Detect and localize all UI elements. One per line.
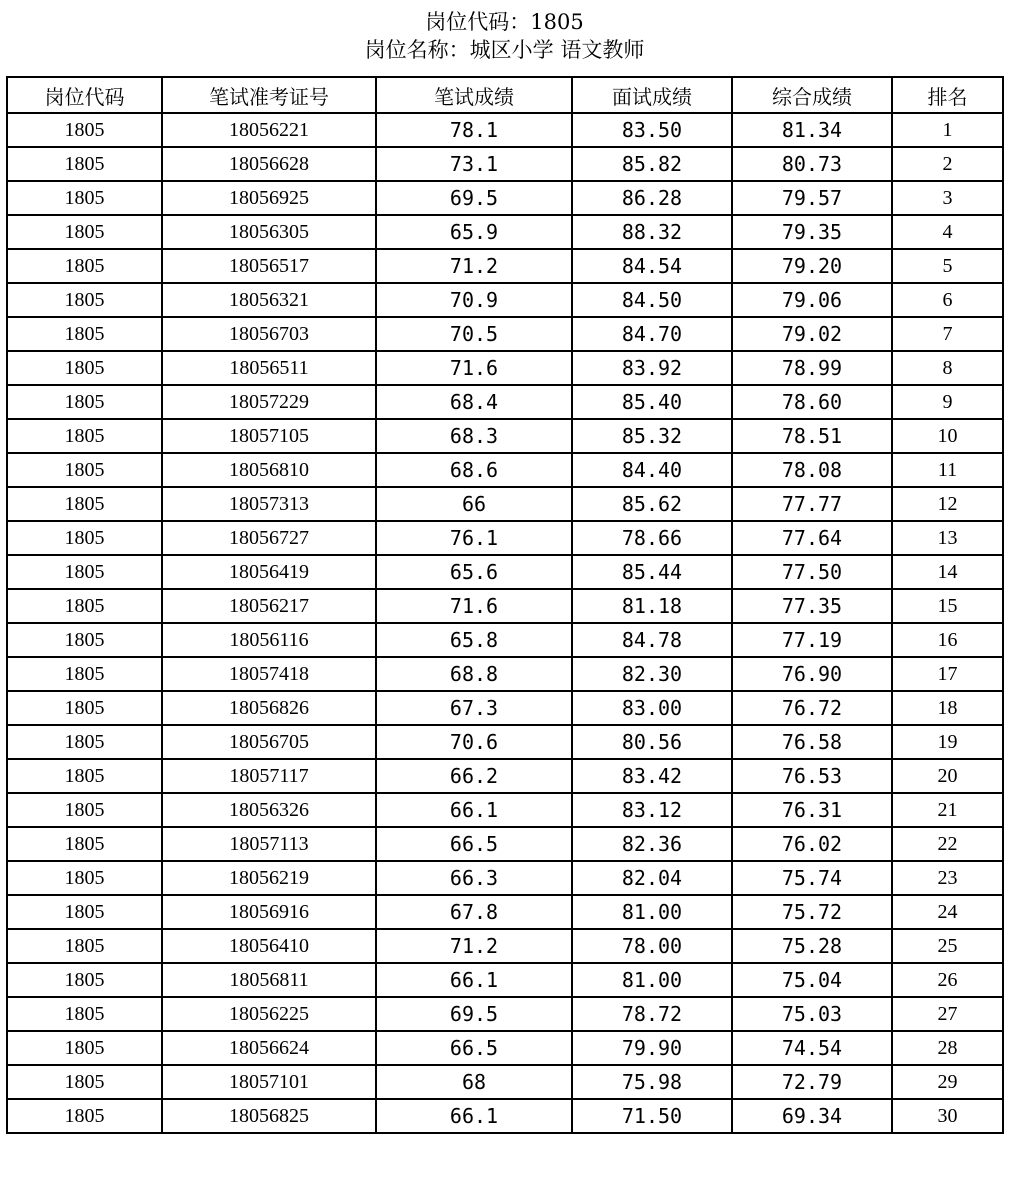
cell-position-code: 1805 xyxy=(7,181,162,215)
cell-interview-score: 88.32 xyxy=(572,215,732,249)
cell-rank: 25 xyxy=(892,929,1003,963)
cell-position-code: 1805 xyxy=(7,249,162,283)
cell-exam-id: 18056410 xyxy=(162,929,376,963)
cell-position-code: 1805 xyxy=(7,317,162,351)
cell-interview-score: 79.90 xyxy=(572,1031,732,1065)
cell-exam-id: 18056419 xyxy=(162,555,376,589)
cell-total-score: 77.50 xyxy=(732,555,892,589)
cell-position-code: 1805 xyxy=(7,997,162,1031)
table-row xyxy=(7,589,1003,623)
cell-total-score: 77.35 xyxy=(732,589,892,623)
table-row xyxy=(7,759,1003,793)
column-header-rank: 排名 xyxy=(892,77,1003,113)
cell-interview-score: 84.40 xyxy=(572,453,732,487)
table-row xyxy=(7,657,1003,691)
table-row xyxy=(7,1031,1003,1065)
cell-exam-id: 18057113 xyxy=(162,827,376,861)
cell-total-score: 77.19 xyxy=(732,623,892,657)
cell-exam-id: 18057117 xyxy=(162,759,376,793)
table-row xyxy=(7,181,1003,215)
table-row xyxy=(7,453,1003,487)
cell-written-score: 66 xyxy=(376,487,572,521)
cell-rank: 23 xyxy=(892,861,1003,895)
column-header-exam-id: 笔试准考证号 xyxy=(162,77,376,113)
cell-position-code: 1805 xyxy=(7,351,162,385)
column-header-written-score: 笔试成绩 xyxy=(376,77,572,113)
cell-written-score: 66.2 xyxy=(376,759,572,793)
cell-written-score: 68.4 xyxy=(376,385,572,419)
table-row xyxy=(7,929,1003,963)
cell-rank: 6 xyxy=(892,283,1003,317)
cell-exam-id: 18057313 xyxy=(162,487,376,521)
cell-exam-id: 18056825 xyxy=(162,1099,376,1133)
cell-total-score: 78.60 xyxy=(732,385,892,419)
cell-exam-id: 18056810 xyxy=(162,453,376,487)
cell-exam-id: 18056517 xyxy=(162,249,376,283)
cell-interview-score: 78.00 xyxy=(572,929,732,963)
cell-exam-id: 18056219 xyxy=(162,861,376,895)
cell-position-code: 1805 xyxy=(7,657,162,691)
cell-position-code: 1805 xyxy=(7,385,162,419)
cell-rank: 8 xyxy=(892,351,1003,385)
cell-total-score: 80.73 xyxy=(732,147,892,181)
table-row xyxy=(7,147,1003,181)
cell-exam-id: 18056727 xyxy=(162,521,376,555)
table-row xyxy=(7,691,1003,725)
table-row xyxy=(7,385,1003,419)
cell-interview-score: 85.44 xyxy=(572,555,732,589)
cell-rank: 1 xyxy=(892,113,1003,147)
cell-position-code: 1805 xyxy=(7,1065,162,1099)
cell-interview-score: 82.04 xyxy=(572,861,732,895)
cell-rank: 28 xyxy=(892,1031,1003,1065)
cell-interview-score: 84.50 xyxy=(572,283,732,317)
cell-total-score: 79.57 xyxy=(732,181,892,215)
position-code-line: 岗位代码：1805 xyxy=(425,10,584,34)
cell-rank: 15 xyxy=(892,589,1003,623)
cell-written-score: 68.8 xyxy=(376,657,572,691)
cell-written-score: 68.3 xyxy=(376,419,572,453)
cell-rank: 30 xyxy=(892,1099,1003,1133)
cell-position-code: 1805 xyxy=(7,555,162,589)
cell-position-code: 1805 xyxy=(7,1031,162,1065)
cell-position-code: 1805 xyxy=(7,895,162,929)
cell-written-score: 66.1 xyxy=(376,963,572,997)
document-header xyxy=(0,0,1009,64)
table-row xyxy=(7,351,1003,385)
cell-exam-id: 18057418 xyxy=(162,657,376,691)
cell-interview-score: 84.70 xyxy=(572,317,732,351)
cell-interview-score: 83.00 xyxy=(572,691,732,725)
cell-rank: 9 xyxy=(892,385,1003,419)
cell-rank: 11 xyxy=(892,453,1003,487)
table-row xyxy=(7,555,1003,589)
cell-rank: 14 xyxy=(892,555,1003,589)
cell-written-score: 67.3 xyxy=(376,691,572,725)
cell-exam-id: 18056628 xyxy=(162,147,376,181)
cell-rank: 26 xyxy=(892,963,1003,997)
cell-exam-id: 18056326 xyxy=(162,793,376,827)
table-row xyxy=(7,113,1003,147)
table-row xyxy=(7,623,1003,657)
cell-written-score: 71.6 xyxy=(376,351,572,385)
cell-rank: 13 xyxy=(892,521,1003,555)
cell-interview-score: 78.72 xyxy=(572,997,732,1031)
table-row xyxy=(7,963,1003,997)
cell-exam-id: 18056321 xyxy=(162,283,376,317)
cell-interview-score: 81.00 xyxy=(572,963,732,997)
cell-rank: 16 xyxy=(892,623,1003,657)
cell-interview-score: 82.36 xyxy=(572,827,732,861)
cell-interview-score: 80.56 xyxy=(572,725,732,759)
cell-written-score: 65.8 xyxy=(376,623,572,657)
cell-total-score: 78.51 xyxy=(732,419,892,453)
cell-interview-score: 86.28 xyxy=(572,181,732,215)
cell-rank: 29 xyxy=(892,1065,1003,1099)
cell-position-code: 1805 xyxy=(7,793,162,827)
cell-position-code: 1805 xyxy=(7,113,162,147)
cell-total-score: 75.72 xyxy=(732,895,892,929)
cell-total-score: 75.03 xyxy=(732,997,892,1031)
cell-total-score: 72.79 xyxy=(732,1065,892,1099)
cell-position-code: 1805 xyxy=(7,623,162,657)
cell-position-code: 1805 xyxy=(7,963,162,997)
cell-interview-score: 82.30 xyxy=(572,657,732,691)
cell-rank: 21 xyxy=(892,793,1003,827)
cell-written-score: 66.1 xyxy=(376,1099,572,1133)
cell-interview-score: 85.62 xyxy=(572,487,732,521)
cell-interview-score: 85.40 xyxy=(572,385,732,419)
cell-written-score: 67.8 xyxy=(376,895,572,929)
cell-position-code: 1805 xyxy=(7,827,162,861)
table-row xyxy=(7,487,1003,521)
cell-total-score: 78.08 xyxy=(732,453,892,487)
cell-position-code: 1805 xyxy=(7,861,162,895)
cell-exam-id: 18056217 xyxy=(162,589,376,623)
table-row xyxy=(7,317,1003,351)
cell-total-score: 75.28 xyxy=(732,929,892,963)
cell-rank: 4 xyxy=(892,215,1003,249)
cell-total-score: 79.02 xyxy=(732,317,892,351)
cell-exam-id: 18056916 xyxy=(162,895,376,929)
cell-interview-score: 71.50 xyxy=(572,1099,732,1133)
cell-rank: 20 xyxy=(892,759,1003,793)
cell-interview-score: 81.18 xyxy=(572,589,732,623)
cell-total-score: 76.31 xyxy=(732,793,892,827)
cell-written-score: 78.1 xyxy=(376,113,572,147)
cell-rank: 27 xyxy=(892,997,1003,1031)
cell-total-score: 76.02 xyxy=(732,827,892,861)
cell-interview-score: 83.92 xyxy=(572,351,732,385)
cell-position-code: 1805 xyxy=(7,521,162,555)
cell-position-code: 1805 xyxy=(7,725,162,759)
column-header-interview-score: 面试成绩 xyxy=(572,77,732,113)
table-row xyxy=(7,793,1003,827)
cell-total-score: 79.20 xyxy=(732,249,892,283)
cell-interview-score: 84.78 xyxy=(572,623,732,657)
cell-written-score: 69.5 xyxy=(376,181,572,215)
cell-exam-id: 18056116 xyxy=(162,623,376,657)
column-header-total-score: 综合成绩 xyxy=(732,77,892,113)
cell-rank: 22 xyxy=(892,827,1003,861)
cell-total-score: 79.06 xyxy=(732,283,892,317)
cell-rank: 2 xyxy=(892,147,1003,181)
cell-rank: 12 xyxy=(892,487,1003,521)
cell-position-code: 1805 xyxy=(7,215,162,249)
cell-written-score: 70.6 xyxy=(376,725,572,759)
cell-written-score: 76.1 xyxy=(376,521,572,555)
cell-position-code: 1805 xyxy=(7,283,162,317)
cell-rank: 18 xyxy=(892,691,1003,725)
cell-rank: 19 xyxy=(892,725,1003,759)
table-row xyxy=(7,215,1003,249)
cell-total-score: 78.99 xyxy=(732,351,892,385)
table-row xyxy=(7,895,1003,929)
cell-written-score: 65.9 xyxy=(376,215,572,249)
cell-total-score: 75.04 xyxy=(732,963,892,997)
cell-exam-id: 18057101 xyxy=(162,1065,376,1099)
cell-total-score: 74.54 xyxy=(732,1031,892,1065)
cell-written-score: 68.6 xyxy=(376,453,572,487)
cell-position-code: 1805 xyxy=(7,453,162,487)
cell-written-score: 70.5 xyxy=(376,317,572,351)
cell-interview-score: 85.82 xyxy=(572,147,732,181)
table-row xyxy=(7,1065,1003,1099)
cell-interview-score: 78.66 xyxy=(572,521,732,555)
cell-position-code: 1805 xyxy=(7,589,162,623)
cell-written-score: 71.6 xyxy=(376,589,572,623)
position-name-line: 岗位名称：城区小学 语文教师 xyxy=(364,38,645,62)
cell-total-score: 81.34 xyxy=(732,113,892,147)
table-row xyxy=(7,283,1003,317)
cell-written-score: 66.5 xyxy=(376,1031,572,1065)
cell-total-score: 69.34 xyxy=(732,1099,892,1133)
cell-exam-id: 18056221 xyxy=(162,113,376,147)
cell-total-score: 76.53 xyxy=(732,759,892,793)
cell-interview-score: 83.12 xyxy=(572,793,732,827)
cell-exam-id: 18056225 xyxy=(162,997,376,1031)
cell-rank: 24 xyxy=(892,895,1003,929)
cell-written-score: 65.6 xyxy=(376,555,572,589)
column-header-position-code: 岗位代码 xyxy=(7,77,162,113)
table-row xyxy=(7,1099,1003,1133)
cell-position-code: 1805 xyxy=(7,147,162,181)
cell-interview-score: 75.98 xyxy=(572,1065,732,1099)
cell-rank: 10 xyxy=(892,419,1003,453)
cell-total-score: 77.77 xyxy=(732,487,892,521)
cell-written-score: 73.1 xyxy=(376,147,572,181)
cell-interview-score: 83.42 xyxy=(572,759,732,793)
table-row xyxy=(7,725,1003,759)
cell-position-code: 1805 xyxy=(7,1099,162,1133)
table-row xyxy=(7,827,1003,861)
cell-rank: 3 xyxy=(892,181,1003,215)
table-body xyxy=(7,113,1003,1133)
cell-exam-id: 18056703 xyxy=(162,317,376,351)
cell-exam-id: 18057229 xyxy=(162,385,376,419)
table-row xyxy=(7,419,1003,453)
cell-written-score: 66.3 xyxy=(376,861,572,895)
table-header-row xyxy=(7,77,1003,113)
cell-exam-id: 18056705 xyxy=(162,725,376,759)
cell-written-score: 69.5 xyxy=(376,997,572,1031)
cell-written-score: 66.5 xyxy=(376,827,572,861)
table-row xyxy=(7,861,1003,895)
cell-written-score: 70.9 xyxy=(376,283,572,317)
cell-written-score: 71.2 xyxy=(376,249,572,283)
cell-rank: 7 xyxy=(892,317,1003,351)
cell-exam-id: 18056305 xyxy=(162,215,376,249)
cell-exam-id: 18056826 xyxy=(162,691,376,725)
cell-written-score: 71.2 xyxy=(376,929,572,963)
cell-rank: 5 xyxy=(892,249,1003,283)
cell-exam-id: 18056925 xyxy=(162,181,376,215)
cell-exam-id: 18056511 xyxy=(162,351,376,385)
cell-position-code: 1805 xyxy=(7,419,162,453)
cell-position-code: 1805 xyxy=(7,487,162,521)
cell-total-score: 76.58 xyxy=(732,725,892,759)
cell-position-code: 1805 xyxy=(7,691,162,725)
scores-table xyxy=(6,76,1004,1134)
table-row xyxy=(7,249,1003,283)
cell-written-score: 66.1 xyxy=(376,793,572,827)
cell-total-score: 77.64 xyxy=(732,521,892,555)
cell-interview-score: 84.54 xyxy=(572,249,732,283)
cell-exam-id: 18056624 xyxy=(162,1031,376,1065)
cell-position-code: 1805 xyxy=(7,929,162,963)
cell-interview-score: 81.00 xyxy=(572,895,732,929)
cell-exam-id: 18056811 xyxy=(162,963,376,997)
cell-rank: 17 xyxy=(892,657,1003,691)
cell-total-score: 79.35 xyxy=(732,215,892,249)
cell-written-score: 68 xyxy=(376,1065,572,1099)
cell-total-score: 76.90 xyxy=(732,657,892,691)
cell-interview-score: 85.32 xyxy=(572,419,732,453)
table-row xyxy=(7,521,1003,555)
cell-position-code: 1805 xyxy=(7,759,162,793)
cell-interview-score: 83.50 xyxy=(572,113,732,147)
cell-total-score: 75.74 xyxy=(732,861,892,895)
table-row xyxy=(7,997,1003,1031)
cell-exam-id: 18057105 xyxy=(162,419,376,453)
cell-total-score: 76.72 xyxy=(732,691,892,725)
